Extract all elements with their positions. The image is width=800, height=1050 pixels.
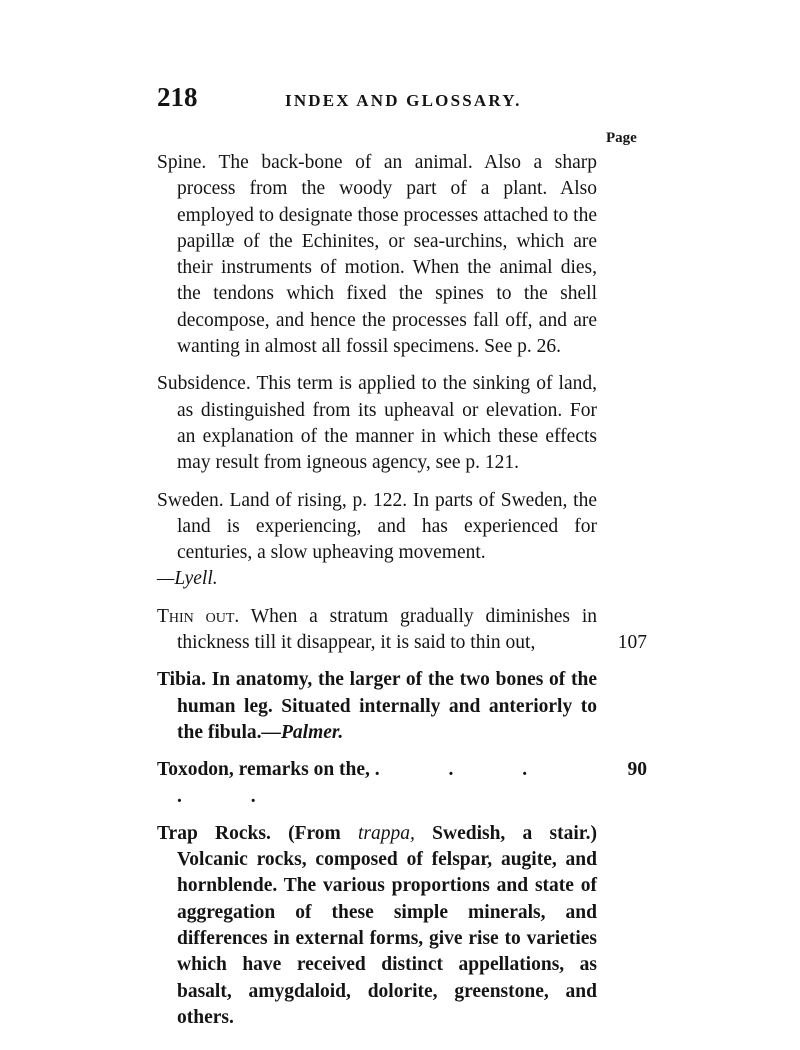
entry-spine: [157, 150, 597, 360]
running-title: INDEX AND GLOSSARY.: [285, 91, 522, 110]
entry-term: Thin out.: [157, 605, 240, 627]
entry-trap-rocks: [157, 821, 597, 1031]
entry-sweden: [157, 488, 597, 593]
entry-term: Toxodon,: [157, 759, 234, 781]
leader-dots: . . . . .: [177, 759, 560, 807]
entry-page-ref: 107: [617, 632, 647, 654]
page-number: 218: [157, 82, 198, 112]
entry-toxodon: [157, 757, 647, 810]
entry-attribution: —Lyell.: [157, 568, 218, 590]
entry-text: remarks on the,: [238, 759, 370, 781]
entry-text: When a stratum gradually diminishes in thickness till it disappear, it is said to thin out,: [177, 605, 597, 654]
entry-term: Subsidence.: [157, 373, 251, 395]
entry-term: Spine.: [157, 152, 207, 173]
entry-text: Swedish, a stair.) Volcanic rocks, composed of felspar, augite, and hornblende. The various proportions and state of aggregation of these simple minerals, and differences in external forms, give rise to varieties which have received distinct appellations, as basalt, amygdaloid, dolorite, greenstone, and others.: [177, 822, 597, 1028]
entry-text: This term is applied to the sinking of land, as distinguished from its upheaval or elevation. For an explanation of the manner in which these effects may result from igneous agency, see p. 121.: [177, 373, 597, 474]
entry-term: Sweden.: [157, 489, 224, 511]
entry-term: Trap Rocks.: [157, 822, 271, 844]
glossary-entries: [157, 150, 647, 1042]
entry-text: In anatomy, the larger of the two bones of the human leg. Situated internally and anteriorly to the fibula.: [177, 669, 598, 743]
entry-text: (From: [288, 822, 341, 844]
entry-text: Land of rising, p. 122. In parts of Sweden, the land is experiencing, and has experienced for centuries, a slow upheaving movement.: [177, 489, 598, 564]
entry-foreign-word: trappa,: [358, 822, 415, 844]
running-header: [157, 82, 657, 122]
entry-tibia: [157, 667, 597, 746]
entry-page-ref: 90: [627, 759, 647, 781]
entry-thin-out: [157, 604, 647, 657]
entry-subsidence: [157, 371, 597, 476]
page-column-label: Page: [606, 130, 637, 146]
entry-term: Tibia.: [157, 669, 206, 691]
entry-text: The back-bone of an animal. Also a sharp process from the woody part of a plant. Also employed to designate those processes attached to the papillæ of the Echinites, or sea-urchins, which are their instruments of motion. When the animal dies, the tendons which fixed the spines to the shell decompose, and hence the processes fall off, and are wanting in almost all fossil specimens. See p. 26.: [177, 152, 597, 358]
entry-attribution: —Palmer.: [261, 721, 344, 743]
